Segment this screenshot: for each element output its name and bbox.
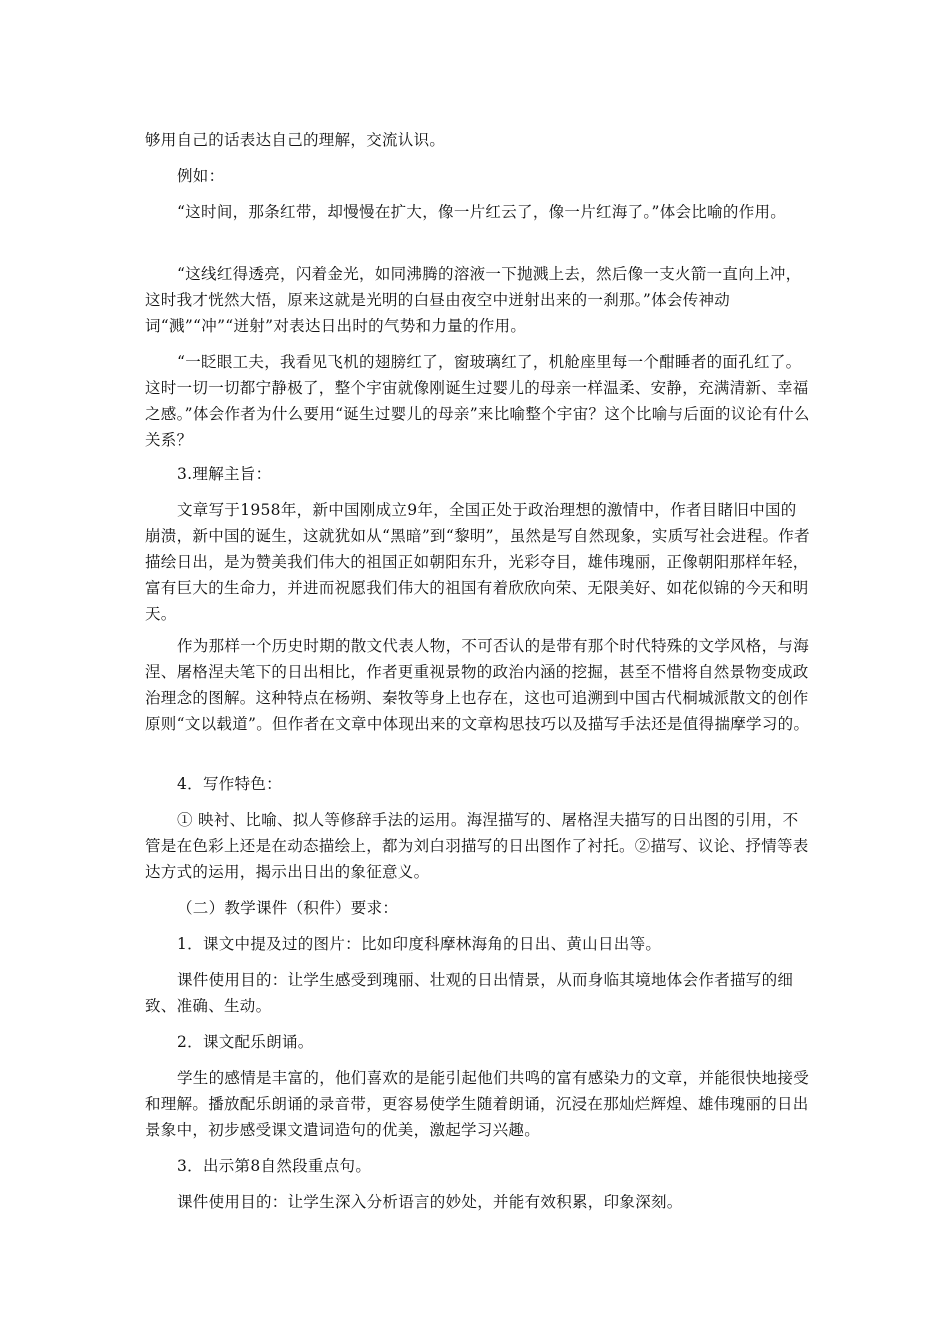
section-heading: （二）教学课件（积件）要求：: [177, 899, 399, 917]
paragraph: 课件使用目的：让学生深入分析语言的妙处，并能有效积累，印象深刻。: [177, 1193, 683, 1211]
paragraph: ① 映衬、比喻、拟人等修辞手法的运用。海涅描写的、屠格涅夫描写的日出图的引用，不管是在色彩上还是在动态描绘上，都为刘白羽描写的日出图作了衬托。②描写、议论、抒情等表达方式的运用，揭示出日出的象征意义。: [145, 811, 809, 881]
paragraph: 作为那样一个历史时期的散文代表人物，不可否认的是带有那个时代特殊的文学风格，与海涅、屠格涅夫笔下的日出相比，作者更重视景物的政治内涵的挖掘，甚至不惜将自然景物变成政治理念的图解。这种特点在杨朔、秦牧等身上也存在，这也可追溯到中国古代桐城派散文的创作原则“文以载道”。但作者在文章中体现出来的文章构思技巧以及描写手法还是值得揣摩学习的。: [145, 637, 810, 733]
section-heading: 4．写作特色：: [177, 775, 282, 793]
paragraph: 例如：: [177, 167, 225, 185]
paragraph: 学生的感情是丰富的，他们喜欢的是能引起他们共鸣的富有感染力的文章，并能很快地接受和理解。播放配乐朗诵的录音带，更容易使学生随着朗诵，沉浸在那灿烂辉煌、雄伟瑰丽的日出景象中，初步感受课文遣词造句的优美，激起学习兴趣。: [145, 1069, 810, 1139]
paragraph: 够用自己的话表达自己的理解，交流认识。: [145, 131, 446, 149]
list-item: 1．课文中提及过的图片：比如印度科摩林海角的日出、黄山日出等。: [177, 935, 662, 953]
list-item: 3．出示第8自然段重点句。: [177, 1157, 372, 1175]
paragraph: 课件使用目的：让学生感受到瑰丽、壮观的日出情景，从而身临其境地体会作者描写的细致、准确、生动。: [145, 971, 794, 1015]
list-item: 2．课文配乐朗诵。: [177, 1033, 314, 1051]
paragraph: 文章写于1958年，新中国刚成立9年，全国正处于政治理想的激情中，作者目睹旧中国的崩溃，新中国的诞生，这就犹如从“黑暗”到“黎明”，虽然是写自然现象，实质写社会进程。作者描绘日出，是为赞美我们伟大的祖国正如朝阳东升，光彩夺目，雄伟瑰丽，正像朝阳那样年轻，富有巨大的生命力，并进而祝愿我们伟大的祖国有着欣欣向荣、无限美好、如花似锦的今天和明天。: [145, 501, 810, 623]
paragraph: “这时间，那条红带，却慢慢在扩大，像一片红云了，像一片红海了。”体会比喻的作用。: [177, 203, 787, 221]
paragraph: “这线红得透亮，闪着金光，如同沸腾的溶液一下抛溅上去，然后像一支火箭一直向上冲，这时我才恍然大悟，原来这就是光明的白昼由夜空中迸射出来的一刹那。”体会传神动词“溅”“冲”“迸射”对表达日出时的气势和力量的作用。: [145, 265, 802, 335]
section-heading: 3.理解主旨：: [177, 465, 272, 483]
paragraph: “一眨眼工夫，我看见飞机的翅膀红了，窗玻璃红了，机舱座里每一个酣睡者的面孔红了。这时一切一切都宁静极了，整个宇宙就像刚诞生过婴儿的母亲一样温柔、安静，充满清新、幸福之感。”体会作者为什么要用“诞生过婴儿的母亲”来比喻整个宇宙？这个比喻与后面的议论有什么关系？: [145, 353, 810, 449]
